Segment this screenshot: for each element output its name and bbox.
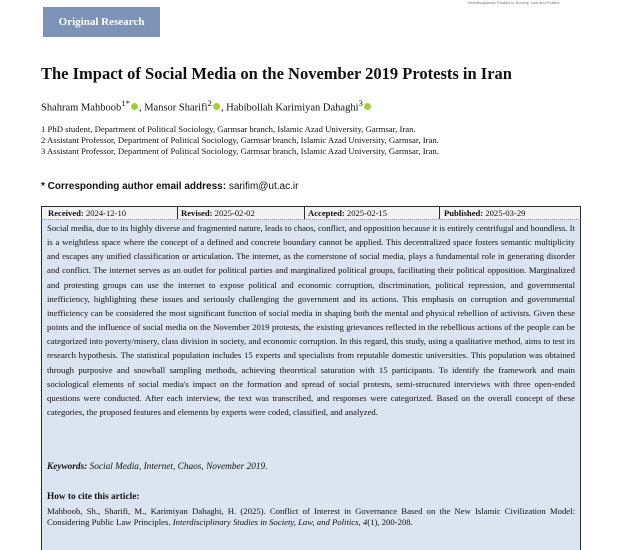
date-divider bbox=[177, 207, 178, 219]
citation-prefix: Mahboob, Sh., Sharifi, M., Karimiyan Dahaghi, H. (2025). Conflict of Interest in Governance Based on the New Islamic Civilization Model: Considering Public Law Principles. bbox=[47, 506, 575, 527]
citation-volume: 4 bbox=[362, 517, 368, 527]
author-name[interactable]: Mansor Sharifi bbox=[144, 102, 208, 114]
journal-logo-text: Interdisciplinary Studies in Society, Law and Politics bbox=[468, 0, 560, 5]
date-value: 2025-03-29 bbox=[485, 208, 526, 218]
date-value: 2025-02-02 bbox=[214, 208, 255, 218]
keywords-value: Social Media, Internet, Chaos, November 2019. bbox=[89, 462, 268, 472]
affiliation-3: 3 Assistant Professor, Department of Political Sociology, Garmsar branch, Islamic Azad University, Garmsar, Iran. bbox=[41, 146, 439, 156]
article-title: The Impact of Social Media on the November 2019 Protests in Iran bbox=[41, 64, 512, 83]
affiliation-1: 1 PhD student, Department of Political Sociology, Garmsar branch, Islamic Azad University, Garmsar, Iran. bbox=[41, 124, 416, 134]
author-name[interactable]: Habibollah Karimiyan Dahaghi bbox=[226, 102, 359, 114]
date-label: Received: bbox=[48, 208, 84, 218]
keywords-line bbox=[47, 462, 268, 472]
author-name[interactable]: Shahram Mahboob bbox=[41, 102, 122, 114]
date-label: Published: bbox=[444, 208, 484, 218]
article-type-badge: Original Research bbox=[43, 7, 160, 37]
author-sup: 3 bbox=[358, 98, 363, 108]
corresponding-author bbox=[41, 181, 298, 192]
affiliation-2: 2 Assistant Professor, Department of Political Sociology, Garmsar branch, Islamic Azad University, Garmsar, Iran. bbox=[41, 135, 439, 145]
date-received bbox=[48, 207, 126, 219]
date-revised bbox=[181, 207, 255, 219]
citation-heading: How to cite this article: bbox=[47, 492, 140, 502]
citation-text bbox=[47, 506, 575, 528]
date-divider bbox=[439, 207, 440, 219]
article-dates-bar bbox=[41, 206, 581, 219]
date-value: 2024-12-10 bbox=[85, 208, 127, 218]
corresponding-label: * Corresponding author email address: bbox=[41, 181, 227, 192]
author-list: Shahram Mahboob$^{1*}$ , Mansor Sharifi$^2$ , Habibollah Karimiyan Dahaghi$^3$ bbox=[41, 98, 372, 114]
date-published bbox=[444, 207, 525, 219]
citation-journal: Interdisciplinary Studies in Society, Law, and Politics, bbox=[172, 517, 361, 527]
orcid-icon[interactable] bbox=[364, 103, 371, 110]
citation-pages: (1), 200-208. bbox=[367, 517, 413, 527]
date-label: Revised: bbox=[181, 208, 213, 218]
orcid-icon[interactable] bbox=[131, 103, 138, 110]
abstract-text: Social media, due to its highly diverse and fragmented nature, leads to chaos, conflict, and opposition because it is entirely centrifugal and boundless. It is a weightless space where the concept of a defined and concrete boundary cannot be applied. This decentralized space fosters semantic multiplicity and escapes any unified classification or articulation. The internet, as the cornerstone of social media, plays a fundamental role in generating disorder and conflict. The internet serves as an outlet for political parties and marginalized political groups, facilitating their political opposition. Marginalized and protesting groups can use the internet to expose political and economic corruption, discrimination, political repression, and governmental inefficiency, highlighting these issues and seriously challenging the government and its actions. This emphasis on corruption and governmental inefficiency can be considered the most significant function of social media in shaping both the mental and physical rebellion of activists. Given these points and the influence of social media on the November 2019 protests, the existing grievances reflected in the rebellious actions of the people can be categorized into poverty/misery, class division in society, and economic corruption. In this regard, this study, using a qualitative method, aims to test its research hypothesis. The statistical population includes 15 experts and specialists from reputable domestic universities. This population was obtained through purposive and snowball sampling methods, achieving theoretical saturation with 15 participants. To identify the framework and main sociological elements of social media's impact on the formation and spread of social protests, semi-structured interviews with three open-ended questions were conducted. After each interview, the text was transcribed, and responses were categorized. Based on the overall concept of these categories, the proposed features and elements by experts were coded, classified, and analyzed. bbox=[47, 223, 575, 418]
date-accepted bbox=[308, 207, 387, 219]
date-divider bbox=[304, 207, 305, 219]
orcid-icon[interactable] bbox=[213, 103, 220, 110]
date-label: Accepted: bbox=[308, 208, 345, 218]
corresponding-email[interactable]: sarifim@ut.ac.ir bbox=[228, 181, 299, 192]
date-value: 2025-02-15 bbox=[346, 208, 388, 218]
author-sup: 1* bbox=[121, 98, 130, 108]
author-sup: 2 bbox=[207, 98, 212, 108]
keywords-label: Keywords: bbox=[47, 462, 88, 472]
